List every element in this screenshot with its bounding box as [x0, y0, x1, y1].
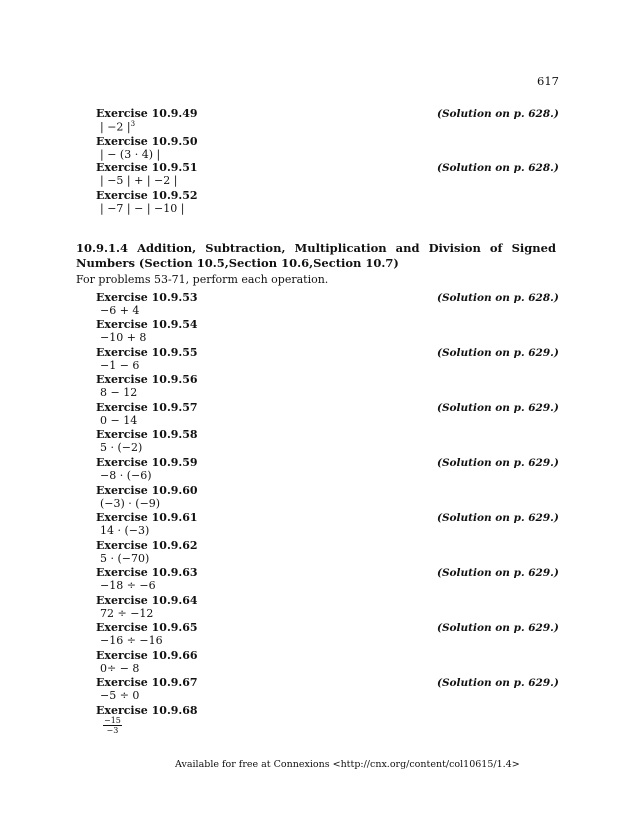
solution-link[interactable]: (Solution on p. 629.): [437, 512, 559, 524]
exercise-title: Exercise 10.9.66: [96, 649, 198, 662]
exponent: 3: [130, 120, 136, 128]
exercise-title: Exercise 10.9.56: [96, 373, 198, 386]
exercise-title: Exercise 10.9.57: [96, 401, 198, 414]
page-number: 617: [537, 74, 559, 88]
exercise-expression: −8 · (−6): [100, 469, 152, 482]
exercise-expression: | − (3 · 4) |: [100, 148, 161, 161]
solution-link[interactable]: (Solution on p. 629.): [437, 347, 559, 359]
exercise-expression: | −5 | + | −2 |: [100, 174, 178, 187]
solution-link[interactable]: (Solution on p. 629.): [437, 457, 559, 469]
solution-link[interactable]: (Solution on p. 629.): [437, 677, 559, 689]
exercise-title: Exercise 10.9.49: [96, 107, 198, 120]
solution-link[interactable]: (Solution on p. 628.): [437, 162, 559, 174]
exercise-expression: −1 − 6: [100, 359, 140, 372]
page-footer: Available for free at Connexions <http://cnx.org/content/col10615/1.4>: [175, 759, 520, 770]
exercise-title: Exercise 10.9.67: [96, 676, 198, 689]
exercise-expression: 8 − 12: [100, 386, 138, 399]
exercise-title: Exercise 10.9.52: [96, 189, 198, 202]
exercise-title: Exercise 10.9.53: [96, 291, 198, 304]
exercise-title: Exercise 10.9.65: [96, 621, 198, 634]
solution-link[interactable]: (Solution on p. 628.): [437, 108, 559, 120]
exercise-title: Exercise 10.9.55: [96, 346, 198, 359]
exercise-title: Exercise 10.9.58: [96, 428, 198, 441]
solution-link[interactable]: (Solution on p. 629.): [437, 402, 559, 414]
exercise-expression: 5 · (−70): [100, 552, 150, 565]
exercise-title: Exercise 10.9.64: [96, 594, 198, 607]
exercise-title: Exercise 10.9.62: [96, 539, 198, 552]
fraction-numerator: −15: [104, 716, 121, 725]
exercise-title: Exercise 10.9.50: [96, 135, 198, 148]
exercise-expression: 0 − 14: [100, 414, 138, 427]
exercise-expression: 14 · (−3): [100, 524, 150, 537]
exercise-expression: | −2 $|^3$: [100, 120, 136, 134]
solution-link[interactable]: (Solution on p. 628.): [437, 292, 559, 304]
solution-link[interactable]: (Solution on p. 629.): [437, 622, 559, 634]
exercise-expression: −18 ÷ −6: [100, 579, 156, 592]
exercise-expression: (−3) · (−9): [100, 497, 161, 510]
exercise-title: Exercise 10.9.61: [96, 511, 198, 524]
exercise-title: Exercise 10.9.51: [96, 161, 198, 174]
solution-link[interactable]: (Solution on p. 629.): [437, 567, 559, 579]
exercise-expression: 5 · (−2): [100, 441, 143, 454]
exercise-title: Exercise 10.9.63: [96, 566, 198, 579]
exercise-expression: −6 + 4: [100, 304, 140, 317]
exercise-title: Exercise 10.9.59: [96, 456, 198, 469]
exercise-expression: −5 ÷ 0: [100, 689, 140, 702]
exercise-expression: −10 + 8: [100, 331, 147, 344]
exercise-title: Exercise 10.9.68: [96, 704, 198, 717]
section-heading: 10.9.1.4 Addition, Subtraction, Multiplication and Division of Signed Numbers (Section 10.5,Section 10.6,Section 10.7): [76, 241, 556, 270]
exercise-expression: −16 ÷ −16: [100, 634, 163, 647]
exercise-expression: 0÷ − 8: [100, 662, 140, 675]
fraction-denominator: −3: [106, 726, 119, 735]
exercise-title: Exercise 10.9.60: [96, 484, 198, 497]
exercise-title: Exercise 10.9.54: [96, 318, 198, 331]
exercise-expression: | −7 | − | −10 |: [100, 202, 185, 215]
section-intro: For problems 53-71, perform each operation.: [76, 273, 329, 286]
fraction-expression: [103, 716, 122, 735]
exercise-expression: 72 ÷ −12: [100, 607, 154, 620]
